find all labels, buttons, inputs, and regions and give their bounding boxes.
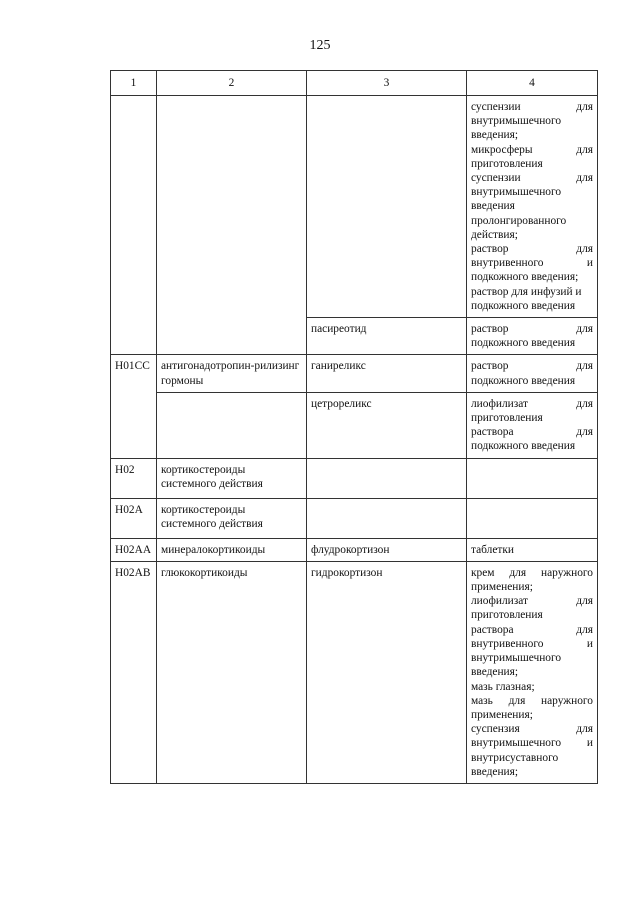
dosage-form-line: раствора для: [471, 426, 593, 439]
dosage-form-line: внутримышечного: [471, 652, 562, 665]
drug-name-cell: флудрокортизон: [307, 538, 467, 561]
dosage-form-line: мазь глазная;: [471, 680, 535, 693]
atc-code-cell: H01CC: [111, 355, 157, 458]
dosage-form-line: введения;: [471, 666, 519, 679]
dosage-form-line: подкожного введения: [471, 299, 576, 312]
dosage-form-line: внутримышечного и: [471, 737, 593, 750]
dosage-form-line: введения: [471, 200, 515, 213]
table-row: [111, 498, 598, 538]
dosage-form-line: внутримышечного: [471, 186, 562, 199]
dosage-form-line: внутримышечного: [471, 115, 562, 128]
dosage-form-line: крем для наружного: [471, 566, 593, 579]
drug-name-cell: [307, 498, 467, 538]
dosage-form-line: лиофилизат для: [471, 397, 593, 410]
dosage-form-line: введения;: [471, 765, 519, 778]
group-name-cell: минералокортикоиды: [157, 538, 307, 561]
dosage-form-line: приготовления: [471, 412, 543, 425]
group-name-cell: кортикостероиды системного действия: [157, 498, 307, 538]
dosage-form-line: подкожного введения: [471, 374, 576, 387]
atc-code-cell: H02AA: [111, 538, 157, 561]
dosage-form-line: раствор для: [471, 360, 593, 373]
dosage-form-line: раствор для инфузий и: [471, 285, 582, 298]
dosage-form-line: применения;: [471, 581, 533, 594]
table-header-row: [111, 71, 598, 96]
page-number: 125: [309, 38, 331, 53]
dosage-form-line: суспензия для: [471, 723, 593, 736]
dosage-form-line: внутривенного и: [471, 257, 593, 270]
header-col-1: 1: [111, 71, 157, 96]
dosage-form-cell: [467, 538, 598, 561]
dosage-form-line: раствора для: [471, 623, 593, 636]
atc-code-cell: [111, 96, 157, 355]
dosage-form-line: раствор для: [471, 243, 593, 256]
drug-name-cell: гидрокортизон: [307, 561, 467, 783]
dosage-form-line: подкожного введения;: [471, 271, 579, 284]
drug-name-cell: цетрореликс: [307, 392, 467, 458]
dosage-form-line: приготовления: [471, 157, 543, 170]
dosage-form-cell: [467, 498, 598, 538]
dosage-form-line: подкожного введения: [471, 440, 576, 453]
drug-name-cell: [307, 458, 467, 498]
header-col-3: 3: [307, 71, 467, 96]
dosage-form-cell: [467, 458, 598, 498]
table-row: [111, 538, 598, 561]
dosage-form-line: действия;: [471, 228, 518, 241]
dosage-form-line: применения;: [471, 708, 533, 721]
dosage-form-line: пролонгированного: [471, 214, 567, 227]
group-name-cell: [157, 355, 307, 392]
drug-name-cell: ганиреликс: [307, 355, 467, 392]
table-row: [111, 561, 598, 783]
dosage-form-line: приготовления: [471, 609, 543, 622]
atc-code-cell: H02: [111, 458, 157, 498]
dosage-form-cell: [467, 96, 598, 318]
dosage-form-line: суспензии для: [471, 172, 593, 185]
dosage-form-line: мазь для наружного: [471, 694, 593, 707]
drug-table: [110, 70, 598, 784]
table-row: [111, 355, 598, 392]
dosage-form-line: микросферы для: [471, 143, 593, 156]
table-row: [111, 458, 598, 498]
dosage-form-line: таблетки: [471, 543, 515, 556]
dosage-form-cell: [467, 392, 598, 458]
dosage-form-line: подкожного введения: [471, 337, 576, 350]
drug-name-cell: [307, 96, 467, 318]
group-name-cell: кортикостероиды системного действия: [157, 458, 307, 498]
header-col-4: 4: [467, 71, 598, 96]
group-name-cell: [157, 392, 307, 458]
atc-code-cell: H02AB: [111, 561, 157, 783]
dosage-form-line: раствор для: [471, 323, 593, 336]
drug-name-cell: пасиреотид: [307, 318, 467, 355]
dosage-form-line: суспензии для: [471, 101, 593, 113]
group-name-cell: глюкокортикоиды: [157, 561, 307, 783]
dosage-form-line: внутрисуставного: [471, 751, 559, 764]
atc-code-cell: H02A: [111, 498, 157, 538]
table-row: [111, 96, 598, 318]
dosage-form-cell: [467, 561, 598, 783]
table-row: [111, 392, 598, 458]
dosage-form-line: внутривенного и: [471, 637, 593, 650]
dosage-form-line: введения;: [471, 129, 519, 142]
dosage-form-cell: [467, 318, 598, 355]
dosage-form-line: лиофилизат для: [471, 595, 593, 608]
dosage-form-cell: [467, 355, 598, 392]
header-col-2: 2: [157, 71, 307, 96]
group-name-line: антигонадотропин-рилизинг гормоны: [161, 360, 300, 387]
group-name-cell: [157, 96, 307, 355]
